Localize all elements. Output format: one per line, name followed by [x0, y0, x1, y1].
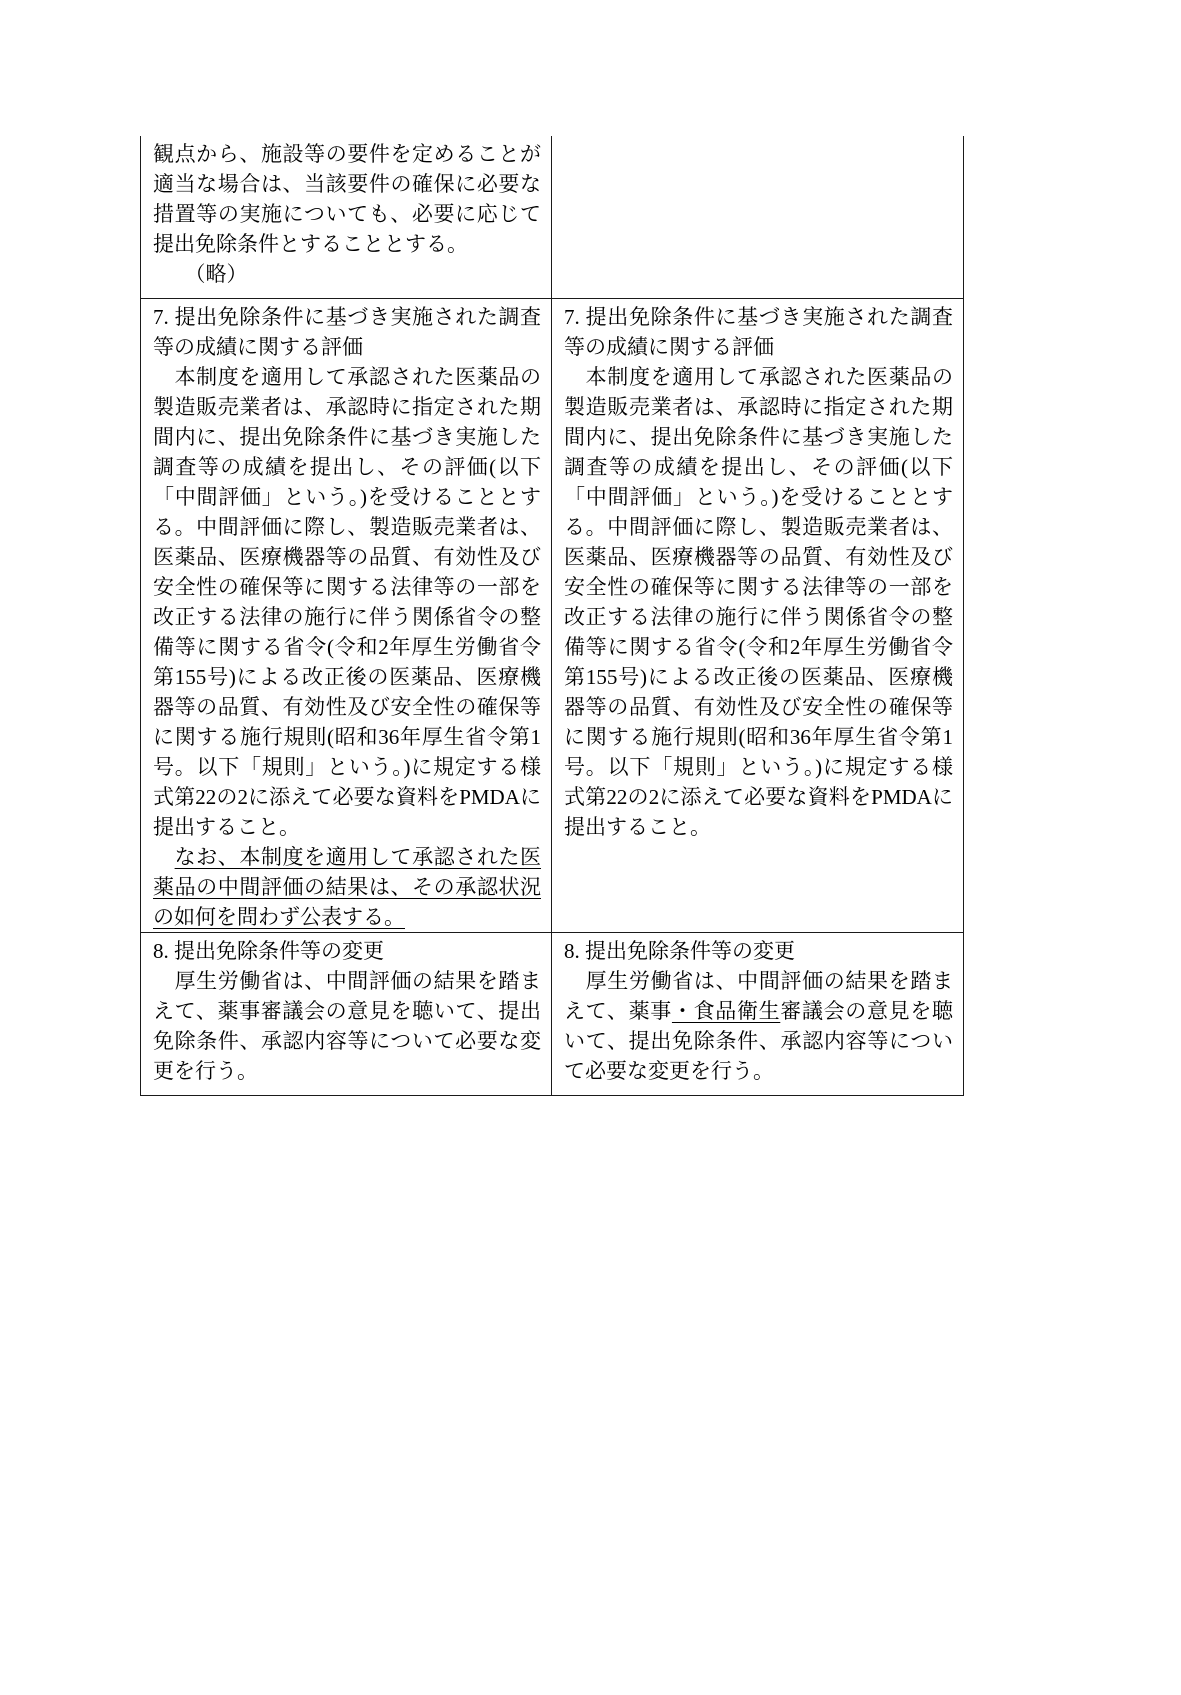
section7-note-left — [153, 842, 541, 932]
cell-right-section8 — [552, 932, 964, 1095]
section7-body-right: 本制度を適用して承認された医薬品の製造販売業者は、承認時に指定された期間内に、提出免除条件に基づき実施した調査等の成績を提出し、その評価(以下「中間評価」という。)を受けることとする。中間評価に際し、製造販売業者は、医薬品、医療機器等の品質、有効性及び安全性の確保等に関する法律等の一部を改正する法律の施行に伴う関係省令の整備等に関する省令(令和2年厚生労働省令第155号)による改正後の医薬品、医療機器等の品質、有効性及び安全性の確保等に関する施行規則(昭和36年厚生省令第1号。以下「規則」という。)に規定する様式第22の2に添えて必要な資料をPMDAに提出すること。 — [564, 364, 953, 839]
cell-right-continuation-empty — [552, 136, 964, 298]
section8-heading-right: 8. 提出免除条件等の変更 — [564, 938, 795, 963]
paragraph-ryaku: （略） — [184, 262, 248, 286]
section7-body-left: 本制度を適用して承認された医薬品の製造販売業者は、承認時に指定された期間内に、提出免除条件に基づき実施した調査等の成績を提出し、その評価(以下「中間評価」という。)を受けることとする。中間評価に際し、製造販売業者は、医薬品、医療機器等の品質、有効性及び安全性の確保等に関する法律等の一部を改正する法律の施行に伴う関係省令の整備等に関する省令(令和2年厚生労働省令第155号)による改正後の医薬品、医療機器等の品質、有効性及び安全性の確保等に関する施行規則(昭和36年厚生省令第1号。以下「規則」という。)に規定する様式第22の2に添えて必要な資料をPMDAに提出すること。 — [153, 364, 541, 839]
section8-body-right — [564, 966, 953, 1086]
section7-heading-right: 7. 提出免除条件に基づき実施された調査等の成績に関する評価 — [564, 304, 953, 359]
comparison-table — [140, 136, 964, 1096]
body-segment-pre: 厚生労働省は、中間評価の結果を踏まえて、薬事 — [564, 968, 953, 1023]
table-row-continuation — [141, 136, 964, 298]
section7-heading-left: 7. 提出免除条件に基づき実施された調査等の成績に関する評価 — [153, 304, 541, 359]
underlined-addition: なお、本制度を適用して承認された医薬品の中間評価の結果は、その承認状況の如何を問わず公表する。 — [153, 844, 542, 929]
cell-left-section8 — [141, 932, 552, 1095]
table-row-section7 — [141, 298, 964, 932]
body-segment-post: 審議会の意見を聴いて、提出免除条件、承認内容等について必要な変更を行う。 — [564, 998, 953, 1083]
table-row-section8 — [141, 932, 964, 1095]
section8-heading-left: 8. 提出免除条件等の変更 — [153, 938, 384, 963]
note-indent — [153, 845, 175, 869]
cell-left-section7 — [141, 298, 552, 932]
underlined-revision: ・食品衛生 — [671, 998, 781, 1023]
paragraph-continuation-text: 観点から、施設等の要件を定めることが適当な場合は、当該要件の確保に必要な措置等の実施についても、必要に応じて提出免除条件とすることとする。 — [153, 142, 541, 256]
cell-right-section7 — [552, 298, 964, 932]
section8-body-left: 厚生労働省は、中間評価の結果を踏まえて、薬事審議会の意見を聴いて、提出免除条件、承認内容等について必要な変更を行う。 — [153, 968, 541, 1083]
cell-left-continuation — [141, 136, 552, 298]
